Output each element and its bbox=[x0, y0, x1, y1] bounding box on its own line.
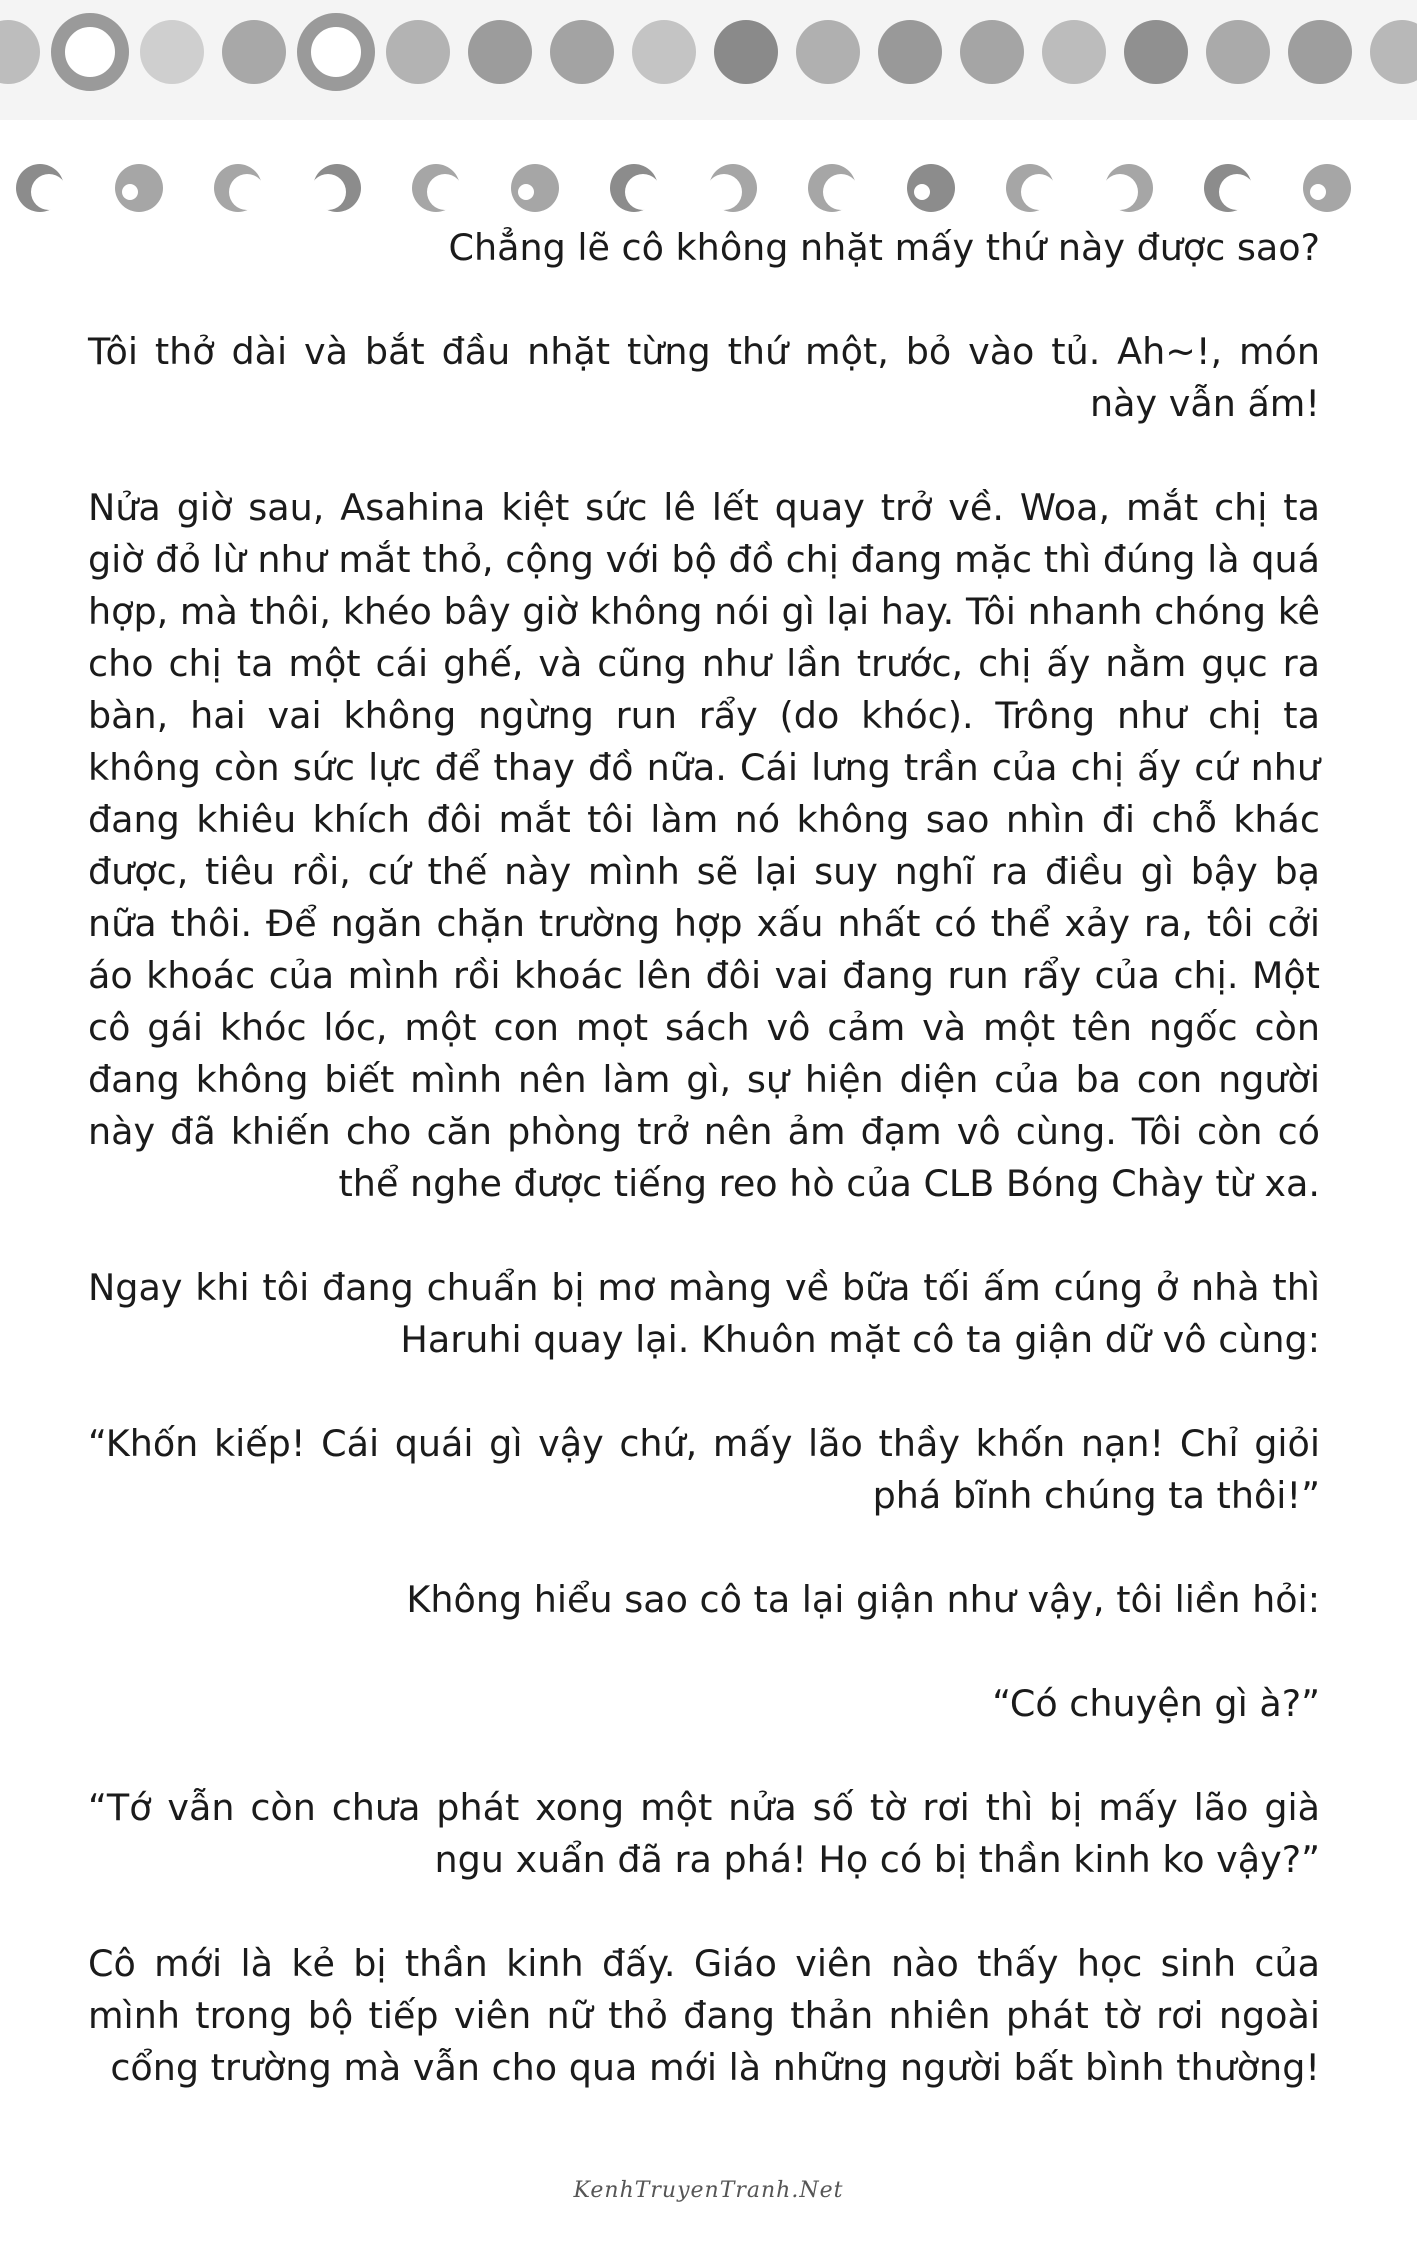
decorative-dot bbox=[222, 20, 286, 84]
paragraph-4: Ngay khi tôi đang chuẩn bị mơ màng về bữa tối ấm cúng ở nhà thì Haruhi quay lại. Khuôn mặt cô ta giận dữ vô cùng: bbox=[88, 1266, 1320, 1361]
decorative-dot bbox=[878, 20, 942, 84]
paragraph-5: “Khốn kiếp! Cái quái gì vậy chứ, mấy lão thầy khốn nạn! Chỉ giỏi phá bĩnh chúng ta thôi!” bbox=[88, 1422, 1320, 1517]
paragraph-8: “Tớ vẫn còn chưa phát xong một nửa số tờ rơi thì bị mấy lão già ngu xuẩn đã ra phá! Họ có bị thần kinh ko vậy?” bbox=[88, 1786, 1320, 1881]
decorative-crescent bbox=[310, 164, 361, 212]
paragraph-2: Tôi thở dài và bắt đầu nhặt từng thứ một, bỏ vào tủ. Ah~!, món này vẫn ấm! bbox=[88, 330, 1320, 425]
decorative-dot bbox=[386, 20, 450, 84]
paragraph-9: Cô mới là kẻ bị thần kinh đấy. Giáo viên nào thấy học sinh của mình trong bộ tiếp viên nữ thỏ đang thản nhiên phát tờ rơi ngoài cổng trường mà vẫn cho qua mới là những người bất bình thường! bbox=[88, 1942, 1320, 2089]
paragraph-3: Nửa giờ sau, Asahina kiệt sức lê lết quay trở về. Woa, mắt chị ta giờ đỏ lừ như mắt thỏ, cộng với bộ đồ chị đang mặc thì đúng là quá hợp, mà thôi, khéo bây giờ không nói gì lại hay. Tôi nhanh chóng kê cho chị ta một cái ghế, và cũng như lần trước, chị ấy nằm gục ra bàn, hai vai không ngừng run rẩy (do khóc). Trông như chị ta không còn sức lực để thay đồ nữa. Cái lưng trần của chị ấy cứ như đang khiêu khích đôi mắt tôi làm nó không sao nhìn đi chỗ khác được, tiêu rồi, cứ thế này mình sẽ lại suy nghĩ ra điều gì bậy bạ nữa thôi. Để ngăn chặn trường hợp xấu nhất có thể xảy ra, tôi cởi áo khoác của mình rồi khoác lên đôi vai đang run rẩy của chị. Một cô gái khóc lóc, một con mọt sách vô cảm và một tên ngốc còn đang không biết mình nên làm gì, sự hiện diện của ba con người này đã khiến cho căn phòng trở nên ảm đạm vô cùng. Tôi còn có thể nghe được tiếng reo hò của CLB Bóng Chày từ xa. bbox=[88, 486, 1320, 1205]
dot-pattern-graphic bbox=[0, 0, 1417, 230]
decorative-dot bbox=[796, 20, 860, 84]
decorative-crescent bbox=[412, 164, 463, 212]
paragraph-7: “Có chuyện gì à?” bbox=[992, 1682, 1320, 1725]
header-background bbox=[0, 0, 1417, 120]
page-text-body bbox=[88, 222, 1320, 2146]
paragraph-6: Không hiểu sao cô ta lại giận như vậy, tôi liền hỏi: bbox=[406, 1578, 1320, 1621]
decorative-crescent bbox=[115, 164, 163, 212]
decorative-crescent bbox=[706, 164, 757, 212]
decorative-dot bbox=[550, 20, 614, 84]
decorative-dot bbox=[304, 20, 368, 84]
decorative-dot bbox=[1124, 20, 1188, 84]
decorative-dot bbox=[1288, 20, 1352, 84]
decorative-crescent bbox=[907, 164, 955, 212]
site-watermark: KenhTruyenTranh.Net bbox=[573, 2178, 844, 2203]
decorative-dot bbox=[58, 20, 122, 84]
decorative-crescent bbox=[808, 164, 859, 212]
decorative-dot bbox=[1042, 20, 1106, 84]
decorative-crescent bbox=[511, 164, 559, 212]
decorative-crescent bbox=[1102, 164, 1153, 212]
decorative-crescent bbox=[1006, 164, 1057, 212]
decorative-crescent bbox=[214, 164, 265, 212]
decorative-crescent bbox=[16, 164, 67, 212]
decorative-dot bbox=[468, 20, 532, 84]
paragraph-1: Chẳng lẽ cô không nhặt mấy thứ này được sao? bbox=[448, 226, 1320, 269]
decorative-dot bbox=[714, 20, 778, 84]
decorative-dot bbox=[140, 20, 204, 84]
decorative-crescent bbox=[1303, 164, 1351, 212]
decorative-dot bbox=[632, 20, 696, 84]
decorative-dot bbox=[1206, 20, 1270, 84]
decorative-dot bbox=[960, 20, 1024, 84]
decorative-crescent bbox=[610, 164, 661, 212]
decorative-crescent bbox=[1204, 164, 1255, 212]
dot-row-bottom bbox=[16, 164, 1351, 212]
dot-pattern-header bbox=[0, 0, 1417, 230]
